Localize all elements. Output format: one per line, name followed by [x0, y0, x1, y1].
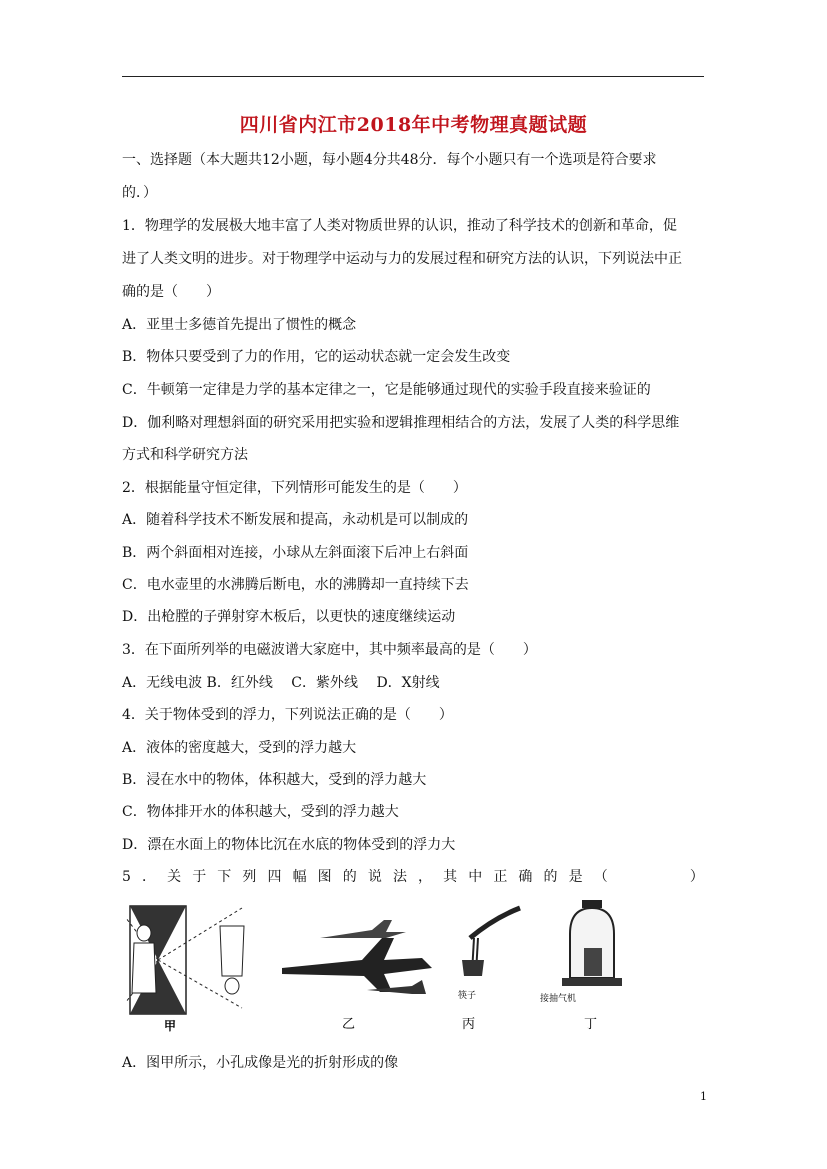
q5-stem-char: （ [593, 869, 608, 885]
figure-label-bing: 丙 [462, 1016, 476, 1031]
q2-option-c: C．电水壶里的水沸腾后断电，水的沸腾却一直持续下去 [122, 577, 469, 593]
q1-stem-line2: 进了人类文明的进步。对于物理学中运动与力的发展过程和研究方法的认识，下列说法中正 [122, 251, 682, 267]
q1-option-b: B．物体只要受到了力的作用，它的运动状态就一定会发生改变 [122, 349, 511, 365]
q5-stem-char: 幅 [292, 869, 307, 885]
q5-stem-char: 说 [367, 869, 382, 885]
q5-stem-char: 正 [493, 869, 508, 885]
section-heading-line2: 的．） [122, 185, 157, 201]
q2-option-a: A．随着科学技术不断发展和提高，永动机是可以制成的 [122, 512, 469, 528]
q5-stem-char: 确 [518, 869, 533, 885]
figure-ding-bell-jar [540, 900, 622, 1031]
q2-stem: 2．根据能量守恒定律，下列情形可能发生的是（ ） [122, 480, 467, 496]
q5-stem-char: 中 [468, 869, 483, 885]
q5-stem-char: 于 [192, 869, 207, 885]
header-rule [122, 76, 704, 77]
q5-stem-char: ， [418, 869, 433, 885]
figure-jia-pinhole-image [126, 906, 244, 1033]
q4-stem: 4．关于物体受到的浮力，下列说法正确的是（ ） [122, 707, 453, 723]
q1-stem-line1: 1．物理学的发展极大地丰富了人类对物质世界的认识，推动了科学技术的创新和革命，促 [122, 218, 677, 234]
q5-stem-char: 下 [217, 869, 232, 885]
figure-label-yi: 乙 [342, 1016, 356, 1031]
q2-option-d: D．出枪膛的子弹射穿木板后，以更快的速度继续运动 [122, 609, 456, 625]
q3-options: A．无线电波 B．红外线 C．紫外线 D．X射线 [122, 675, 440, 691]
q1-option-a: A．亚里士多德首先提出了惯性的概念 [122, 317, 357, 333]
q5-stem-char: 法 [392, 869, 407, 885]
figure-label-pump: 接抽气机 [540, 993, 577, 1003]
q5-stem-char: 图 [317, 869, 332, 885]
section-heading-line1: 一、选择题（本大题共12小题，每小题4分共48分．每个小题只有一个选项是符合要求 [122, 152, 657, 168]
q5-stem-char: 是 [568, 869, 583, 885]
q5-stem-char: ） [689, 869, 704, 885]
q5-stem-char: ． [142, 869, 157, 885]
figure-label-ding: 丁 [584, 1016, 598, 1031]
q1-stem-line3: 确的是（ ） [122, 284, 220, 300]
figure-yi-aircraft [282, 920, 432, 1031]
page-title: 四川省内江市2018年中考物理真题试题 [239, 114, 588, 136]
q4-option-c: C．物体排开水的体积越大，受到的浮力越大 [122, 804, 399, 820]
page-number: 1 [700, 1090, 707, 1103]
q5-blank-space [619, 867, 679, 887]
q1-option-d-line1: D．伽利略对理想斜面的研究采用把实验和逻辑推理相结合的方法，发展了人类的科学思维 [122, 415, 680, 431]
q5-stem-char: 列 [242, 869, 257, 885]
q5-stem-char: 四 [267, 869, 282, 885]
q4-option-a: A．液体的密度越大，受到的浮力越大 [122, 740, 357, 756]
q1-option-c: C．牛顿第一定律是力学的基本定律之一，它是能够通过现代的实验手段直接来验证的 [122, 382, 651, 398]
q5-stem-char: 其 [443, 869, 458, 885]
figure-bing-chopsticks [458, 908, 520, 1031]
q4-option-d: D．漂在水面上的物体比沉在水底的物体受到的浮力大 [122, 837, 456, 853]
q5-figure [122, 898, 622, 1033]
q5-stem-char: 5 [122, 869, 131, 885]
q5-stem [122, 867, 704, 887]
q2-option-b: B．两个斜面相对连接，小球从左斜面滚下后冲上右斜面 [122, 545, 469, 561]
q5-stem-char: 关 [167, 869, 182, 885]
q3-stem: 3．在下面所列举的电磁波谱大家庭中，其中频率最高的是（ ） [122, 642, 537, 658]
q5-option-a: A．图甲所示，小孔成像是光的折射形成的像 [122, 1055, 399, 1071]
figure-label-chopsticks: 筷子 [458, 990, 477, 1000]
q1-option-d-line2: 方式和科学研究方法 [122, 447, 248, 463]
figure-label-jia: 甲 [164, 1019, 177, 1033]
q4-option-b: B．浸在水中的物体，体积越大，受到的浮力越大 [122, 772, 427, 788]
q5-stem-char: 的 [342, 869, 357, 885]
q5-stem-char: 的 [543, 869, 558, 885]
